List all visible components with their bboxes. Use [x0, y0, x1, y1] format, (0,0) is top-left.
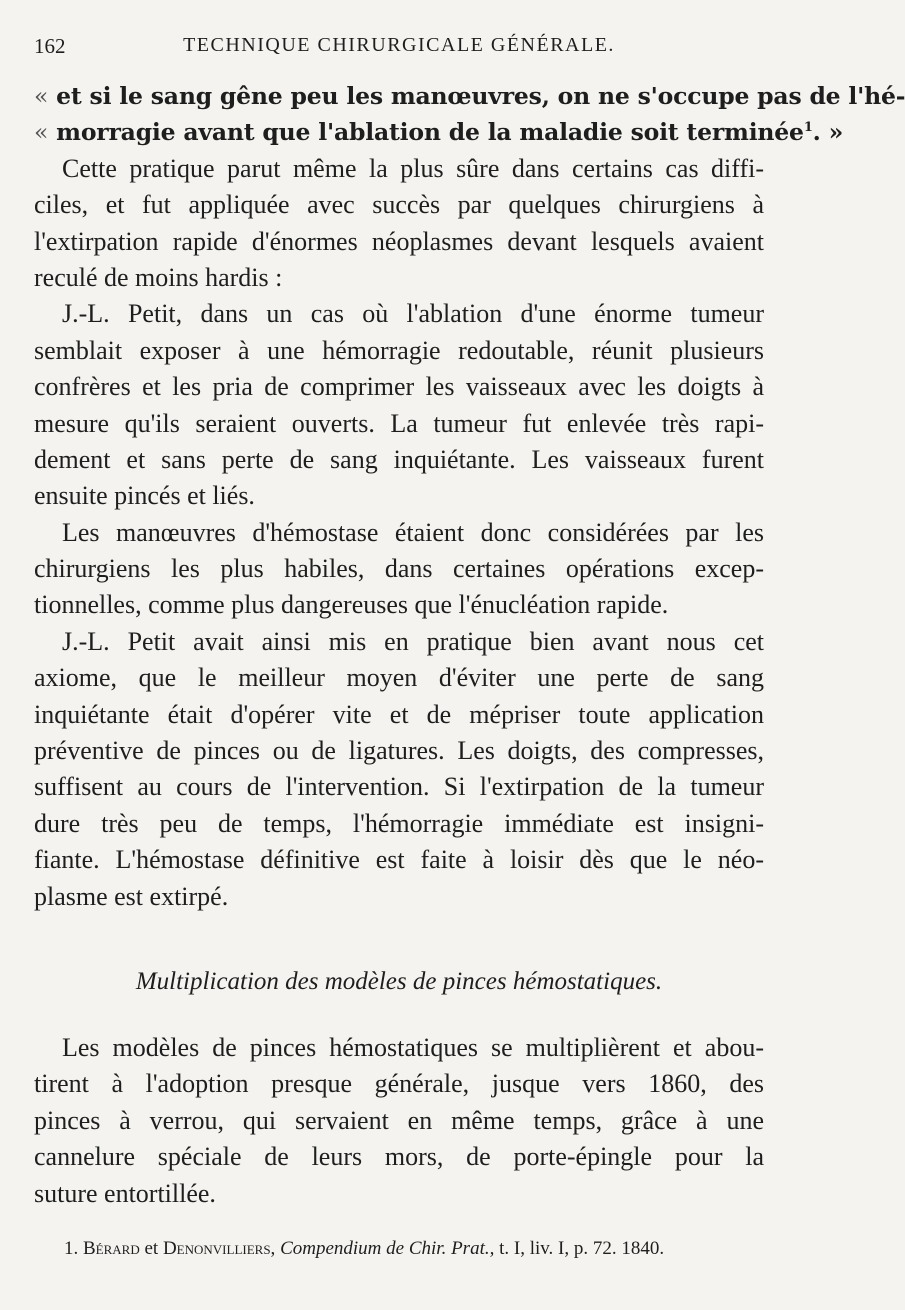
- text-line: suffisent au cours de l'intervention. Si l'extirpation de la tumeur: [34, 772, 764, 802]
- text-line: Cette pratique parut même la plus sûre dans certains cas diffi-: [62, 153, 764, 183]
- quote-text: morragie avant que l'ablation de la maladie soit terminée: [56, 118, 804, 147]
- text-line: J.-L. Petit, dans un cas où l'ablation d'une énorme tumeur: [62, 299, 764, 329]
- text-line: axiome, que le meilleur moyen d'éviter une perte de sang: [34, 663, 764, 693]
- quote-text: et si le sang gêne peu les manœuvres, on ne s'occupe pas de l'hé-: [56, 82, 905, 110]
- footnote-number: 1.: [64, 1238, 79, 1259]
- text-line: ensuite pincés et liés.: [34, 481, 255, 511]
- quote-mark: «: [34, 118, 49, 147]
- text-line: J.-L. Petit avait ainsi mis en pratique bien avant nous cet: [62, 626, 764, 656]
- text-line: reculé de moins hardis :: [34, 262, 283, 292]
- text-line: tionnelles, comme plus dangereuses que l'énucléation rapide.: [34, 590, 669, 620]
- text-line: ciles, et fut appliquée avec succès par quelques chirurgiens à: [34, 190, 764, 220]
- text-line: mesure qu'ils seraient ouverts. La tumeur fut enlevée très rapi-: [34, 408, 764, 438]
- footnote-work: Compendium de Chir. Prat.,: [280, 1238, 495, 1259]
- text-line: fiante. L'hémostase définitive est faite à loisir dès que le néo-: [34, 845, 764, 875]
- text-line: dure très peu de temps, l'hémorragie immédiate est insigni-: [34, 808, 764, 838]
- text-line: chirurgiens les plus habiles, dans certaines opérations excep-: [34, 554, 764, 584]
- text-line: Les manœuvres d'hémostase étaient donc considérées par les: [62, 517, 764, 547]
- section-heading: Multiplication des modèles de pinces hémostatiques.: [135, 968, 663, 995]
- footnote-ref: 1: [803, 120, 813, 136]
- page-number: 162: [34, 34, 66, 58]
- quote-line-2: [34, 114, 844, 150]
- text-line: plasme est extirpé.: [34, 881, 229, 911]
- footnote-author: Bérard: [83, 1238, 140, 1259]
- running-title: TECHNIQUE CHIRURGICALE GÉNÉRALE.: [183, 34, 615, 56]
- text-line: dement et sans perte de sang inquiétante. Les vaisseaux furent: [34, 444, 764, 474]
- text-line: Les modèles de pinces hémostatiques se multiplièrent et abou-: [62, 1033, 764, 1062]
- page-header: [34, 34, 764, 64]
- text-line: préventive de pinces ou de ligatures. Les doigts, des compresses,: [34, 736, 764, 766]
- quote-line-1: [34, 78, 905, 114]
- text-line: confrères et les pria de comprimer les vaisseaux avec les doigts à: [34, 372, 764, 402]
- quote-close: . »: [812, 118, 844, 147]
- footnote: [64, 1238, 770, 1260]
- main-text: [34, 78, 905, 915]
- quote-mark: «: [34, 82, 49, 110]
- text-line: semblait exposer à une hémorragie redoutable, réunit plusieurs: [34, 335, 764, 365]
- footnote-conj: et: [144, 1238, 159, 1259]
- text-line: tirent à l'adoption presque générale, jusque vers 1860, des: [34, 1069, 764, 1099]
- footnote-author: Denonvilliers,: [162, 1238, 276, 1259]
- text-line: inquiétante était d'opérer vite et de mépriser toute application: [34, 699, 764, 729]
- section-text: [34, 1030, 764, 1212]
- text-line: cannelure spéciale de leurs mors, de porte-épingle pour la: [34, 1142, 764, 1172]
- text-line: pinces à verrou, qui servaient en même temps, grâce à une: [34, 1105, 764, 1135]
- text-line: suture entortillée.: [34, 1178, 216, 1208]
- text-line: l'extirpation rapide d'énormes néoplasmes devant lesquels avaient: [34, 226, 764, 256]
- footnote-ref-detail: t. I, liv. I, p. 72. 1840.: [499, 1238, 665, 1259]
